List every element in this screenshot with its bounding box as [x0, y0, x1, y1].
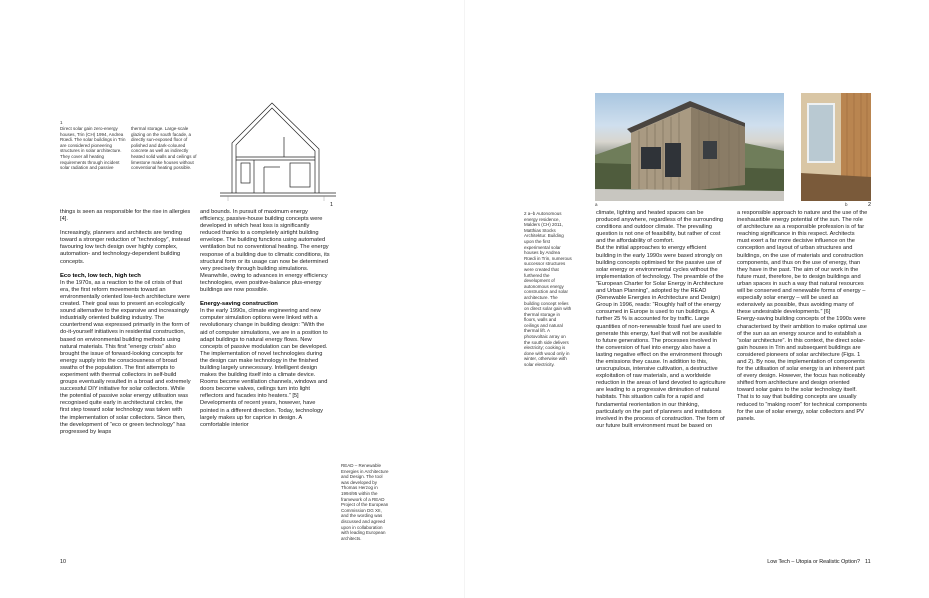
- wooden-house-illustration: [595, 93, 784, 201]
- section-heading: Energy-saving construction: [200, 301, 278, 308]
- paragraph: But the initial approaches to energy efficient building in the early 1990s were based strongly on building concepts optimised for the passive use of solar energy or environmental cycles without the implementation of technology. The preamble of the “European Charter for Solar Energy in Architecture and Urban Planning”, adopted by the READ (Renewable Energies in Architecture and Design) Group in 1996, reads: “Roughly half of the energy consumed in Europe is used to run buildings. A further 25 % is accounted for by traffic. Large quantities of non-renewable fossil fuel are used to generate this energy, fuel that will not be available to future generations. The processes involved in the conversion of fuel into energy also have a lasting negative effect on the environment through the emissions they cause. In addition to this, unscrupulous, intensive cultivation, a destructive exploitation of raw materials, and a worldwide reduction in the areas of land devoted to agriculture are leading to a progressive diminution of natural habitats. This situation calls for a rapid and fundamental reorientation in our thinking, particularly on the part of planners and institutions involved in the process of construction. The form of our future built environment must be based on: [596, 245, 726, 429]
- figure-2-number: 2: [868, 202, 871, 208]
- paragraph: In the 1970s, as a reaction to the oil crisis of that era, the first reform movements toward an environmentally oriented low-tech architecture were created. Their goal was to present an ecologically sound alternative to the expansive and increasingly industrially oriented building industry. The countertrend was expressed primarily in the form of do-it-yourself initiatives in residential construction, based on environmental building methods using natural materials. This first “energy crisis” also brought the issue of forward-looking concepts for energy supply into the consciousness of broad swaths of the population. The first attempts to experiment with thermal collectors in self-build groups eventually resulted in a broad and extremely successful DIY initiative for solar collectors. While the potential of passive solar energy utilisation was recognised quite early in architectural circles, the first step toward solar technology was taken with the implementation of solar collectors. Since then, the development of “eco or green technology” has progressed by leaps: [60, 279, 191, 435]
- left-page: [0, 0, 464, 598]
- photo-a-label: a: [595, 202, 598, 207]
- paragraph: Developments of recent years, however, have pointed in a different direction. Today, technology largely makes up for caprice in design. A comfortable interior: [200, 400, 323, 428]
- caption-1-col1: Direct solar gain zero-energy houses, Trin (CH) 1994, Andrea Rüedi. The solar buildings in Trin are considered pioneering structures in solar architecture. They cover all heating requirements through incident solar radiation and passive: [60, 126, 126, 171]
- figure-1-number: 1: [330, 202, 333, 208]
- paragraph: and bounds. In pursuit of maximum energy efficiency, passive-house building concepts were developed in which heat loss is significantly reduced thanks to a completely airtight building envelope. The building functions using automated ventilation but no conventional heating. The energy response of a building due to climatic conditions, its structural form or its usage can now be determined very precisely through building simulations. Meanwhile, owing to advances in energy efficiency technologies, even positive-balance plus-energy buildings are now possible.: [200, 209, 330, 294]
- interior-illustration: [801, 93, 871, 201]
- section-heading: Eco tech, low tech, high tech: [60, 272, 141, 279]
- caption-read: READ – Renewable Energies in Architecture and Design. The tool was developed by Thomas Herzog in 1994/95 within the framework of a READ Project of the European Commission DG XII, and the wording was discussed and agreed upon in collaboration with leading European architects.: [341, 463, 389, 541]
- left-column-1: [60, 209, 191, 436]
- right-page: [341, 0, 929, 598]
- photo-interior: [801, 93, 871, 201]
- paragraph: Energy-saving building concepts of the 1990s were characterised by their ambition to make optimal use of the sun as an energy source and to establish a “solar architecture”. In this context, the direct solar-gain houses in Trin and subsequent buildings are considered pioneers of solar architecture (Figs. 1 and 2). By now, the implementation of components for the utilisation of solar energy is an inherent part of every design. However, the focus has noticeably shifted from architecture and design oriented toward solar gains to the solar technology itself. That is to say that building concepts are usually reduced to “making room” for technical components for the use of solar energy, solar collectors and PV panels.: [737, 316, 867, 422]
- caption-1-col2: thermal storage. Large-scale glazing on the south facade, a directly sun-exposed floor of polished and dark-coloured concrete as well as indirectly heated solid walls and ceilings of limestone make houses without conventional heating possible.: [131, 126, 197, 171]
- caption-number-1: 1: [60, 120, 63, 125]
- right-column-2: [737, 210, 868, 423]
- paragraph: climate, lighting and heated spaces can be produced anywhere, regardless of the surrounding conditions and outdoor climate. The prevailing question is not one of feasibility, but rather of cost and the affordability of comfort.: [596, 210, 724, 245]
- paragraph: a responsible approach to nature and the use of the inexhaustible energy potential of the sun. The role of architecture as a responsible profession is of far reaching significance in this respect. Architects must exert a far more decisive influence on the conception and layout of urban structures and buildings, on the use of materials and construction components, and thus on the use of energy, than they have in the past. The aim of our work in the future must, therefore, be to design buildings and urban spaces in such a way that natural resources will be conserved and renewable forms of energy – especially solar energy – will be used as extensively as possible, thus avoiding many of these undesirable developments.” [6]: [737, 210, 868, 316]
- paragraph: In the early 1990s, climate engineering and new computer simulation options were linked with a revolutionary change in building design: “With the aid of computer simulations, we are in a position to adapt buildings to natural energy flows. New concepts of passive modulation can be developed. The implementation of novel technologies during the design can make technology in the finished building largely unnecessary. Intelligent design makes the building itself into a climate device. Rooms become ventilation channels, windows and doors become valves, ceilings turn into light reflectors and facades into heaters.” [5]: [200, 308, 328, 400]
- page-number-right: 11: [865, 559, 871, 565]
- photo-wooden-house: [595, 93, 784, 201]
- page-number-left: 10: [60, 559, 66, 565]
- left-column-2: [200, 209, 331, 429]
- photo-b-label: b: [845, 202, 848, 207]
- right-column-1: [596, 210, 726, 430]
- house-section-drawing: [214, 97, 344, 201]
- paragraph: things is seen as responsible for the rise in allergies [4].: [60, 209, 191, 223]
- caption-2: 2 a–b Autonomous energy residence, Malders (CH) 2011, Matthias Stocks Architektur. Building upon the first experimental solar houses by Andrea Rüedi in Trin, numerous successor structures were created that furthered the development of autonomous energy construction and solar architecture. The building concept relies on direct solar gain with thermal storage in floors, walls and ceilings and natural thermal lift. A photovoltaic array on the south side delivers electricity; cooking is done with wood only in winter, otherwise with solar electricity.: [524, 211, 572, 368]
- paragraph: Increasingly, planners and architects are tending toward a stronger reduction of “technology”, instead favouring low tech design over highly complex, automation- and technology-dependent building concepts.: [60, 230, 190, 265]
- running-footer-title: Low Tech – Utopia or Realistic Option?: [767, 559, 860, 565]
